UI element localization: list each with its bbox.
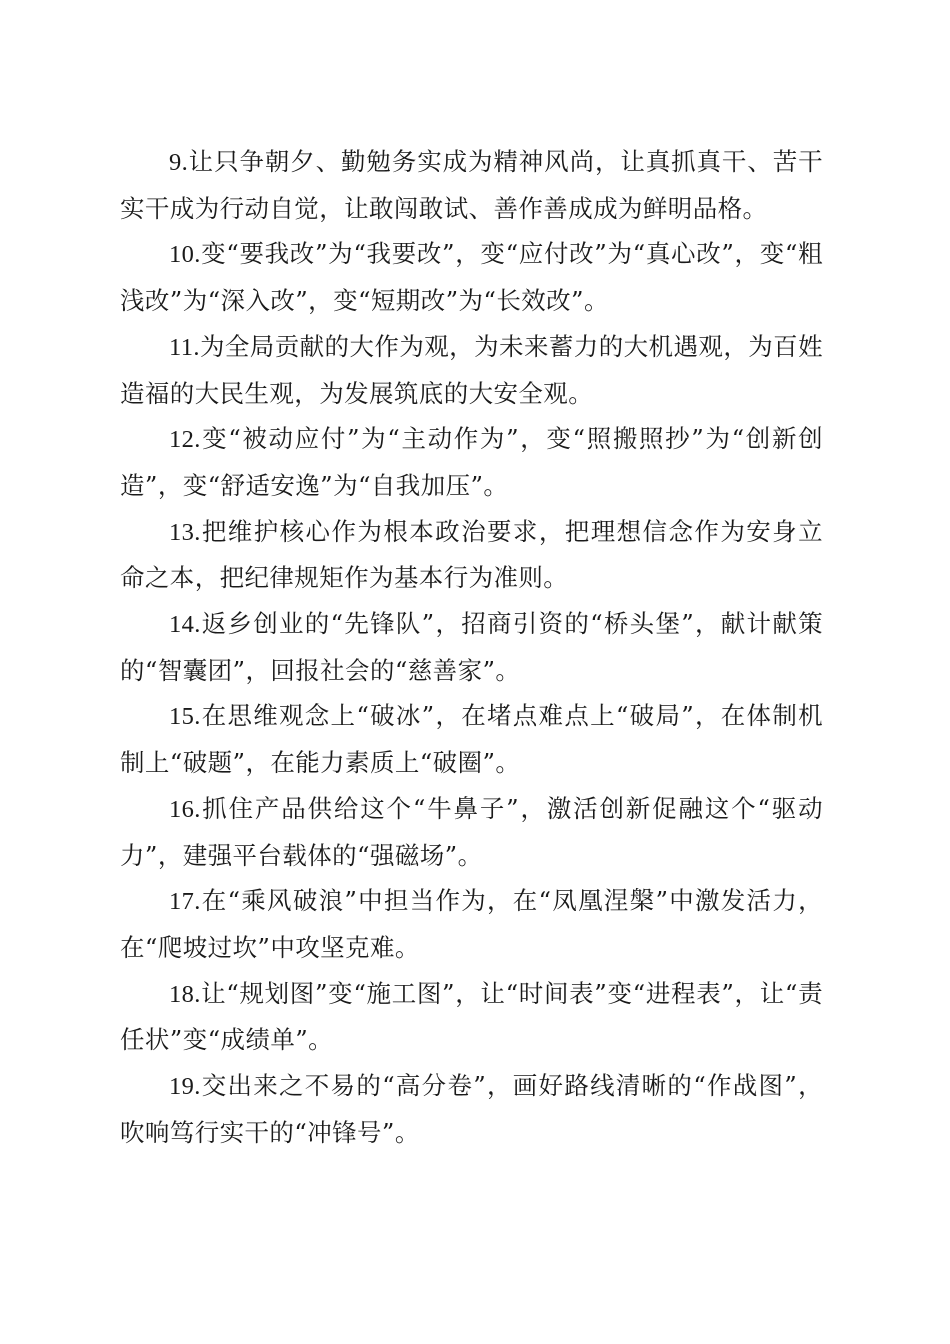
item-number: 9.: [169, 149, 189, 176]
list-item-16: [120, 786, 823, 878]
item-text: 变“被动应付”为“主动作为”，变“照搬照抄”为“创新创造”，变“舒适安逸”为“自我加压”。: [120, 424, 823, 500]
item-number: 13.: [169, 518, 201, 546]
item-text: 交出来之不易的“高分卷”，画好路线清晰的“作战图”，吹响笃行实干的“冲锋号”。: [120, 1071, 823, 1147]
item-number: 17.: [169, 888, 201, 916]
list-item-9: [120, 139, 823, 231]
list-item-12: [120, 416, 823, 508]
item-number: 16.: [169, 795, 201, 823]
item-text: 让只争朝夕、勤勉务实成为精神风尚，让真抓真干、苦干实干成为行动自觉，让敢闯敢试、善作善成成为鲜明品格。: [120, 147, 823, 223]
item-text: 变“要我改”为“我要改”，变“应付改”为“真心改”，变“粗浅改”为“深入改”，变“短期改”为“长效改”。: [120, 239, 823, 316]
list-item-17: [120, 878, 823, 970]
list-item-18: [120, 971, 823, 1063]
item-number: 10.: [169, 241, 201, 269]
item-text: 把维护核心作为根本政治要求，把理想信念作为安身立命之本，把纪律规矩作为基本行为准则。: [120, 516, 823, 593]
list-item-11: [120, 324, 823, 416]
item-text: 在“乘风破浪”中担当作为，在“凤凰涅槃”中激发活力，在“爬坡过坎”中攻坚克难。: [120, 886, 823, 962]
item-number: 14.: [169, 611, 201, 639]
item-number: 19.: [169, 1073, 201, 1101]
item-number: 11.: [169, 333, 200, 361]
item-text: 在思维观念上“破冰”，在堵点难点上“破局”，在体制机制上“破题”，在能力素质上“破圈”。: [120, 701, 823, 778]
item-number: 15.: [169, 703, 201, 731]
document-body: [120, 139, 823, 1155]
list-item-13: [120, 509, 823, 601]
list-item-19: [120, 1063, 823, 1155]
list-item-10: [120, 231, 823, 323]
item-text: 为全局贡献的大作为观，为未来蓄力的大机遇观，为百姓造福的大民生观，为发展筑底的大安全观。: [120, 331, 823, 408]
item-text: 抓住产品供给这个“牛鼻子”，激活创新促融这个“驱动力”，建强平台载体的“强磁场”。: [120, 793, 823, 870]
item-text: 让“规划图”变“施工图”，让“时间表”变“进程表”，让“责任状”变“成绩单”。: [120, 978, 823, 1055]
item-number: 18.: [169, 980, 201, 1008]
item-number: 12.: [169, 426, 201, 454]
list-item-15: [120, 693, 823, 785]
list-item-14: [120, 601, 823, 693]
item-text: 返乡创业的“先锋队”，招商引资的“桥头堡”，献计献策的“智囊团”，回报社会的“慈善家”。: [120, 609, 823, 685]
